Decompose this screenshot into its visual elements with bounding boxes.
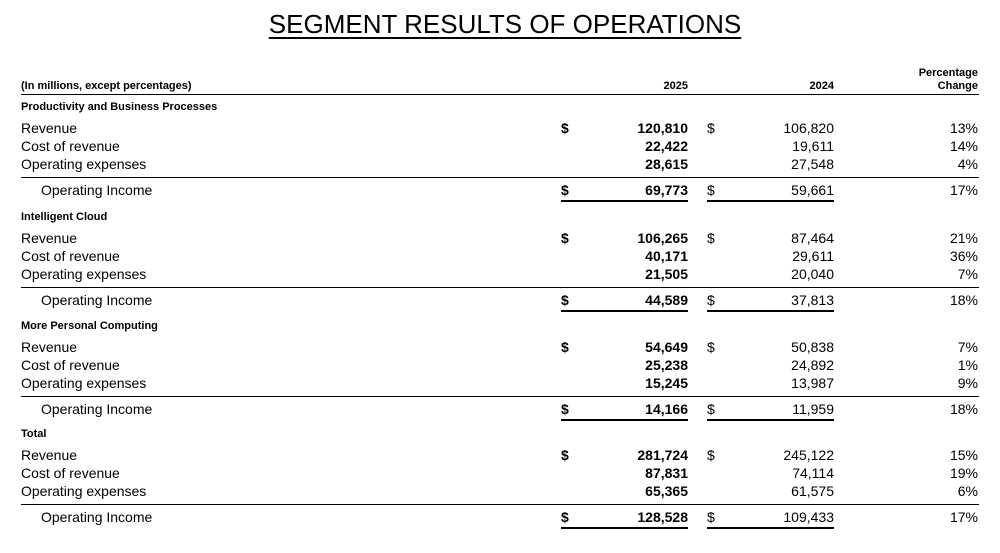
section-title: Intelligent Cloud <box>21 211 108 223</box>
value-2024: 27,548 <box>791 156 834 172</box>
subtotal-rule <box>21 177 979 178</box>
column-header-percentage-change <box>919 67 978 93</box>
total-underline <box>561 200 688 202</box>
value-2025: 54,649 <box>645 339 688 355</box>
percentage-change: 13% <box>949 120 978 136</box>
operating-income-2024: 11,959 <box>792 401 834 417</box>
row-label: Revenue <box>21 120 78 136</box>
value-2025: 28,615 <box>645 156 688 172</box>
table-row <box>0 155 1000 173</box>
value-2024: 24,892 <box>791 357 834 373</box>
operating-income-pct: 18% <box>949 292 978 308</box>
row-label: Cost of revenue <box>21 465 120 481</box>
row-label: Cost of revenue <box>21 138 120 154</box>
operating-income-label: Operating Income <box>41 401 153 417</box>
currency-symbol-2025: $ <box>561 339 569 355</box>
percentage-change: 9% <box>957 375 978 391</box>
total-underline <box>561 527 688 529</box>
row-label: Operating expenses <box>21 375 147 391</box>
value-2024: 245,122 <box>783 447 834 463</box>
table-row <box>0 247 1000 265</box>
subtotal-rule <box>21 287 979 288</box>
section-title: Total <box>21 428 47 440</box>
table-row <box>0 356 1000 374</box>
currency-symbol-2024: $ <box>707 401 715 417</box>
table-row <box>0 338 1000 356</box>
pct-header-line1: Percentage <box>918 67 978 79</box>
percentage-change: 14% <box>949 138 978 154</box>
operating-income-pct: 18% <box>949 401 978 417</box>
value-2025: 281,724 <box>637 447 688 463</box>
subtotal-rule <box>21 504 979 505</box>
total-underline <box>707 527 834 529</box>
operating-income-label: Operating Income <box>41 292 153 308</box>
currency-symbol-2025: $ <box>561 230 569 246</box>
column-header-2025: 2025 <box>663 80 688 92</box>
currency-symbol-2025: $ <box>561 401 569 417</box>
page-title <box>0 9 1000 40</box>
row-label: Operating expenses <box>21 266 147 282</box>
value-2024: 20,040 <box>791 266 834 282</box>
row-label: Revenue <box>21 230 78 246</box>
operating-income-2024: 59,661 <box>791 182 834 198</box>
subtotal-rule <box>21 396 979 397</box>
value-2025: 22,422 <box>645 138 688 154</box>
operating-income-2024: 109,433 <box>783 509 834 525</box>
currency-symbol-2024: $ <box>707 182 715 198</box>
currency-symbol-2024: $ <box>707 509 715 525</box>
value-2024: 50,838 <box>791 339 834 355</box>
section-title: Productivity and Business Processes <box>21 101 218 113</box>
percentage-change: 7% <box>957 266 978 282</box>
row-label: Operating expenses <box>21 156 147 172</box>
row-label: Cost of revenue <box>21 248 120 264</box>
table-row <box>0 446 1000 464</box>
value-2024: 74,114 <box>792 465 834 481</box>
percentage-change: 21% <box>949 230 978 246</box>
pct-header-line2: Change <box>937 80 978 92</box>
table-row <box>0 265 1000 283</box>
units-header: (In millions, except percentages) <box>21 80 192 92</box>
currency-symbol-2025: $ <box>561 292 569 308</box>
value-2024: 61,575 <box>791 483 834 499</box>
currency-symbol-2025: $ <box>561 120 569 136</box>
total-underline <box>561 310 688 312</box>
operating-income-2024: 37,813 <box>791 292 834 308</box>
percentage-change: 36% <box>949 248 978 264</box>
header-rule <box>21 94 979 95</box>
currency-symbol-2024: $ <box>707 339 715 355</box>
value-2025: 40,171 <box>645 248 688 264</box>
operating-income-row <box>0 291 1000 309</box>
operating-income-label: Operating Income <box>41 182 153 198</box>
row-label: Cost of revenue <box>21 357 120 373</box>
table-row <box>0 464 1000 482</box>
operating-income-pct: 17% <box>949 509 978 525</box>
value-2024: 13,987 <box>791 375 834 391</box>
total-underline <box>707 200 834 202</box>
currency-symbol-2024: $ <box>707 120 715 136</box>
table-row <box>0 482 1000 500</box>
operating-income-2025: 69,773 <box>645 182 688 198</box>
section-title: More Personal Computing <box>21 320 158 332</box>
operating-income-label: Operating Income <box>41 509 153 525</box>
value-2025: 15,245 <box>645 375 688 391</box>
currency-symbol-2025: $ <box>561 447 569 463</box>
operating-income-2025: 128,528 <box>637 509 688 525</box>
table-row <box>0 374 1000 392</box>
total-underline <box>561 419 688 421</box>
value-2025: 120,810 <box>637 120 688 136</box>
value-2024: 19,611 <box>792 138 834 154</box>
value-2024: 106,820 <box>783 120 834 136</box>
table-row <box>0 119 1000 137</box>
operating-income-2025: 44,589 <box>645 292 688 308</box>
table-row <box>0 137 1000 155</box>
value-2025: 65,365 <box>645 483 688 499</box>
value-2025: 25,238 <box>645 357 688 373</box>
currency-symbol-2025: $ <box>561 509 569 525</box>
total-underline <box>707 419 834 421</box>
value-2024: 87,464 <box>791 230 834 246</box>
total-underline <box>707 310 834 312</box>
percentage-change: 4% <box>957 156 978 172</box>
value-2024: 29,611 <box>792 248 834 264</box>
value-2025: 87,831 <box>645 465 688 481</box>
percentage-change: 15% <box>949 447 978 463</box>
row-label: Revenue <box>21 447 78 463</box>
currency-symbol-2024: $ <box>707 292 715 308</box>
page-title-text: SEGMENT RESULTS OF OPERATIONS <box>268 9 742 39</box>
currency-symbol-2024: $ <box>707 447 715 463</box>
row-label: Operating expenses <box>21 483 147 499</box>
percentage-change: 7% <box>957 339 978 355</box>
table-row <box>0 229 1000 247</box>
operating-income-row <box>0 181 1000 199</box>
currency-symbol-2024: $ <box>707 230 715 246</box>
operating-income-2025: 14,166 <box>645 401 688 417</box>
operating-income-pct: 17% <box>949 182 978 198</box>
value-2025: 106,265 <box>637 230 688 246</box>
value-2025: 21,505 <box>645 266 688 282</box>
operating-income-row <box>0 400 1000 418</box>
currency-symbol-2025: $ <box>561 182 569 198</box>
percentage-change: 6% <box>957 483 978 499</box>
percentage-change: 19% <box>949 465 978 481</box>
row-label: Revenue <box>21 339 78 355</box>
column-header-2024: 2024 <box>809 80 834 92</box>
percentage-change: 1% <box>957 357 978 373</box>
operating-income-row <box>0 508 1000 526</box>
